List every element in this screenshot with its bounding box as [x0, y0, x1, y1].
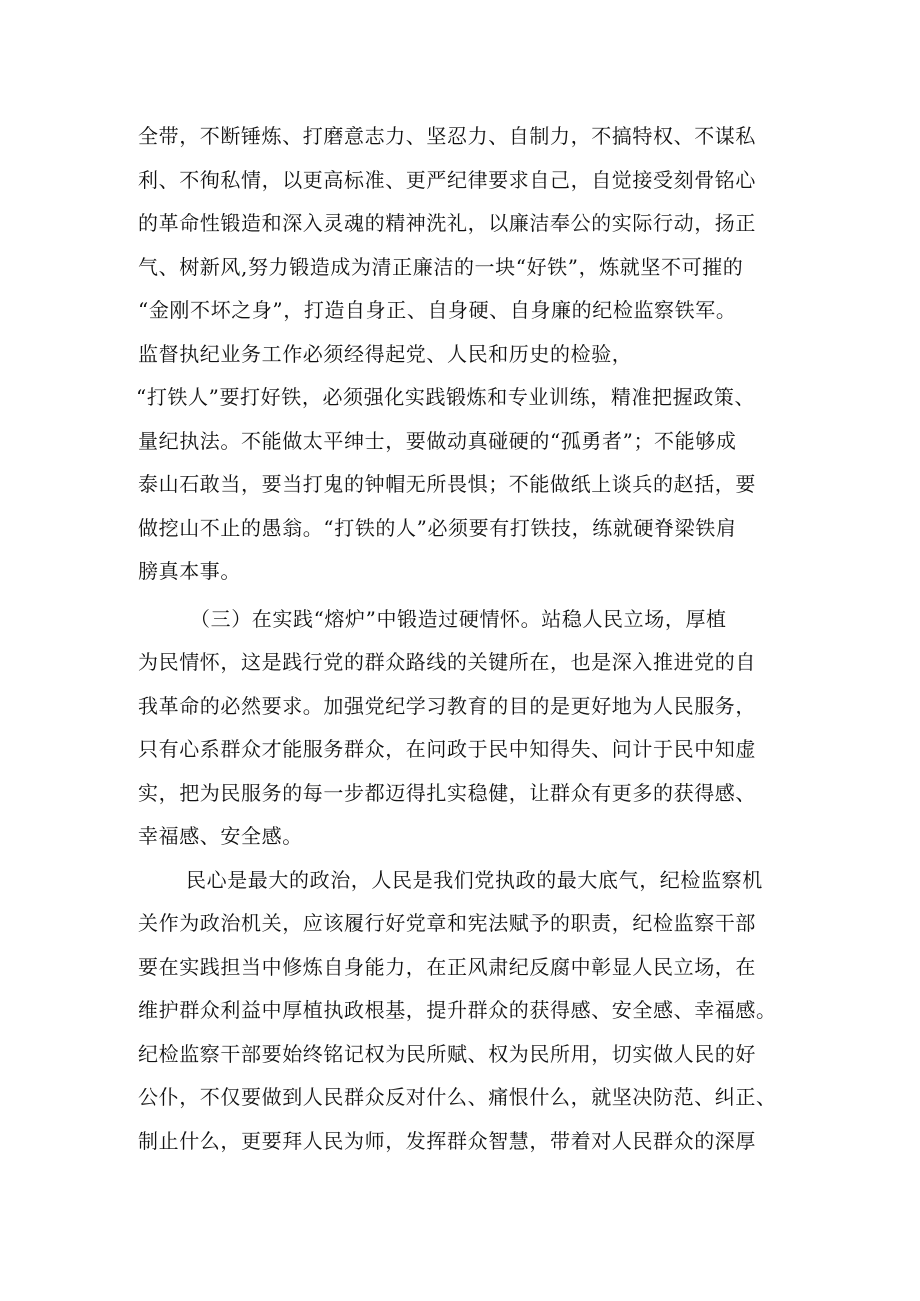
text-line: 实，把为民服务的每一步都迈得扎实稳健，让群众有更多的获得感、: [138, 781, 756, 805]
section-heading-line: （三）在实践“熔炉”中锻造过硬情怀。站稳人民立场，厚植: [190, 607, 727, 631]
text-line: 的革命性锻造和深入灵魂的精神洗礼，以廉洁奉公的实际行动，扬正: [138, 211, 756, 235]
text-line: 我革命的必然要求。加强党纪学习教育的目的是更好地为人民服务，: [138, 694, 756, 718]
text-line: 为民情怀，这是践行党的群众路线的关键所在，也是深入推进党的自: [138, 650, 756, 674]
text-line: “打铁人”要打好铁，必须强化实践锻炼和专业训练，精准把握政策、: [136, 385, 756, 409]
text-line: 维护群众利益中厚植执政根基，提升群众的获得感、安全感、幸福感。: [138, 998, 777, 1022]
text-line: 全带，不断锤炼、打磨意志力、坚忍力、自制力，不搞特权、不谋私: [138, 124, 756, 148]
text-line: 关作为政治机关，应该履行好党章和宪法赋予的职责，纪检监察干部: [138, 911, 756, 935]
text-line: 只有心系群众才能服务群众，在问政于民中知得失、问计于民中知虚: [138, 737, 756, 761]
text-line: 气、树新风,努力锻造成为清正廉洁的一块“好铁”，炼就坚不可摧的: [138, 255, 744, 279]
text-line: “金刚不坏之身”，打造自身正、自身硬、自身廉的纪检监察铁军。: [138, 298, 737, 322]
text-line: 制止什么，更要拜人民为师，发挥群众智慧，带着对人民群众的深厚: [138, 1129, 756, 1153]
text-line: 泰山石敢当，要当打鬼的钟帽无所畏惧；不能做纸上谈兵的赵括，要: [138, 472, 756, 496]
text-line: 要在实践担当中修炼自身能力，在正风肃纪反腐中彰显人民立场，在: [138, 955, 756, 979]
text-line: 利、不徇私情，以更高标准、更严纪律要求自己，自觉接受刻骨铭心: [138, 168, 756, 192]
text-line: 膀真本事。: [138, 559, 241, 583]
text-line: 监督执纪业务工作必须经得起党、人民和历史的检验，: [138, 342, 633, 366]
text-line: 量纪执法。不能做太平绅士，要做动真碰硬的“孤勇者”；不能够成: [138, 429, 737, 453]
text-line: 公仆，不仅要做到人民群众反对什么、痛恨什么，就坚决防范、纠正、: [138, 1085, 777, 1109]
text-line: 纪检监察干部要始终铭记权为民所赋、权为民所用，切实做人民的好: [138, 1042, 756, 1066]
text-line: 做挖山不止的愚翁。“打铁的人”必须要有打铁技，练就硬脊梁铁肩: [138, 516, 737, 540]
text-line: 幸福感、安全感。: [138, 824, 303, 848]
paragraph-first-line: 民心是最大的政治，人民是我们党执政的最大底气，纪检监察机: [186, 868, 763, 892]
